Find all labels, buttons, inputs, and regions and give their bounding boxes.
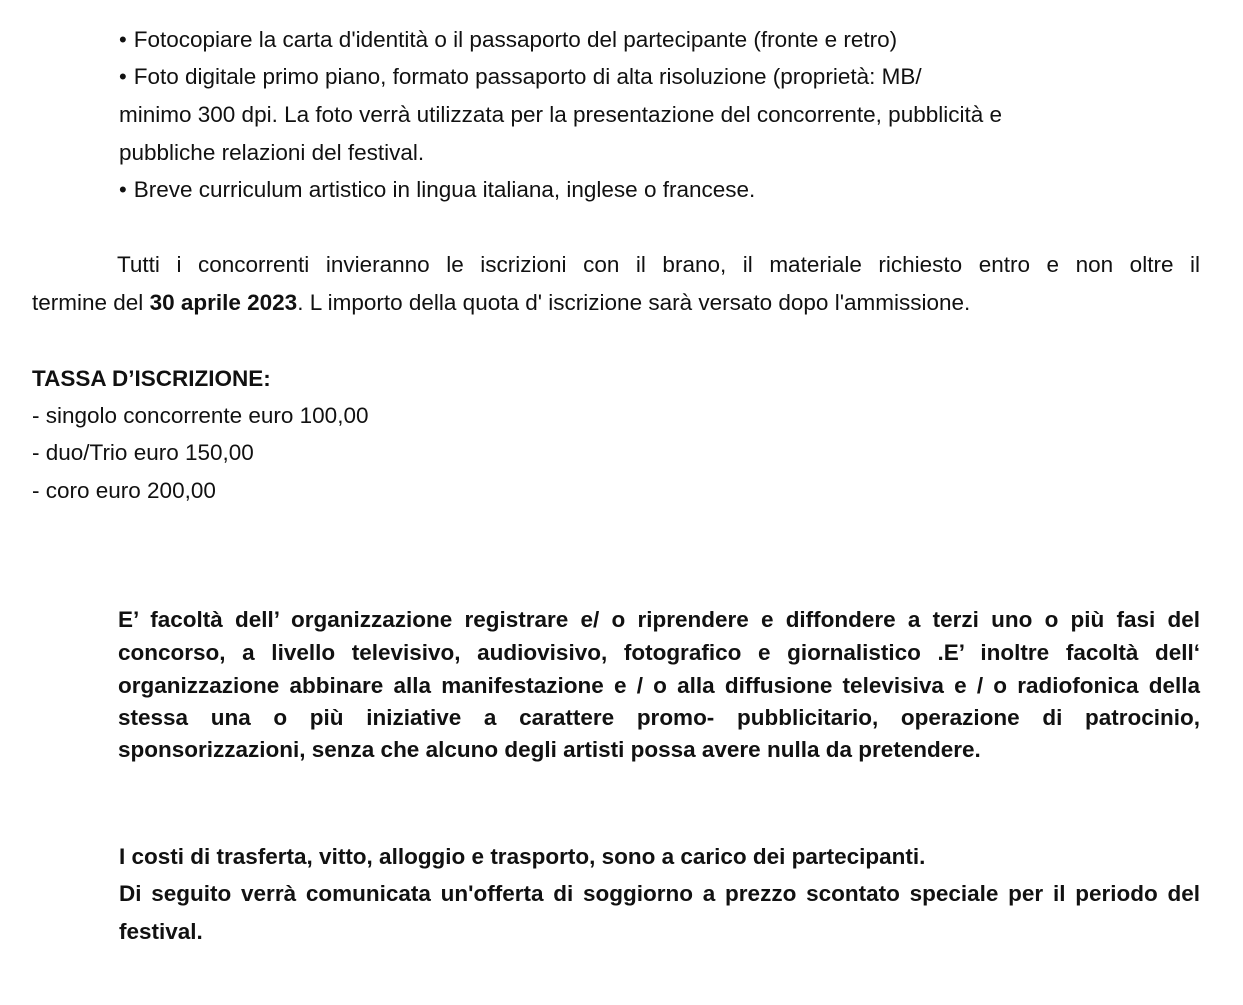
requirement-item-id-copy	[119, 25, 897, 55]
costs-paragraph-line: I costi di trasferta, vitto, alloggio e trasporto, sono a carico dei partecipanti.	[119, 844, 926, 869]
costs-paragraph-line: Di seguito verrà comunicata un'offerta di soggiorno a prezzo scontato speciale per il periodo del	[119, 881, 1200, 906]
rights-paragraph-line: concorso, a livello televisivo, audiovisivo, fotografico e giornalistico .E’ inoltre facoltà dell‘	[118, 640, 1200, 665]
rights-paragraph-line: sponsorizzazioni, senza che alcuno degli artisti possa avere nulla da pretendere.	[118, 737, 981, 762]
fees-title: TASSA D’ISCRIZIONE:	[32, 366, 271, 391]
bullet-icon: •	[119, 64, 127, 89]
deadline-paragraph-line: Tutti i concorrenti invieranno le iscrizioni con il brano, il materiale richiesto entro e non oltre il	[117, 252, 1200, 277]
deadline-date: 30 aprile 2023	[149, 290, 298, 315]
requirement-photo-continuation: minimo 300 dpi. La foto verrà utilizzata per la presentazione del concorrente, pubblicità e	[119, 102, 1003, 127]
fee-item: - duo/Trio euro 150,00	[32, 440, 254, 465]
rights-paragraph-line: stessa una o più iniziative a carattere promo- pubblicitario, operazione di patrocinio,	[118, 705, 1200, 730]
rights-paragraph-line: E’ facoltà dell’ organizzazione registrare e/ o riprendere e diffondere a terzi uno o più fasi del	[118, 607, 1200, 632]
deadline-prefix: termine del	[32, 290, 150, 315]
bullet-icon: •	[119, 27, 127, 52]
requirement-photo-continuation: pubbliche relazioni del festival.	[119, 140, 425, 165]
requirement-item-curriculum	[119, 175, 755, 205]
requirement-text: Breve curriculum artistico in lingua italiana, inglese o francese.	[133, 177, 756, 202]
fee-item: - singolo concorrente euro 100,00	[32, 403, 369, 428]
requirement-text: Fotocopiare la carta d'identità o il passaporto del partecipante (fronte e retro)	[133, 27, 898, 52]
deadline-suffix: . L importo della quota d' iscrizione sarà versato dopo l'ammissione.	[297, 290, 971, 315]
bullet-icon: •	[119, 177, 127, 202]
costs-paragraph-line: festival.	[119, 919, 203, 944]
fee-item: - coro euro 200,00	[32, 478, 216, 503]
deadline-paragraph-line	[32, 288, 970, 318]
rights-paragraph-line: organizzazione abbinare alla manifestazione e / o alla diffusione televisiva e / o radiofonica della	[118, 673, 1200, 698]
requirement-text: Foto digitale primo piano, formato passaporto di alta risoluzione (proprietà: MB/	[133, 64, 922, 89]
requirement-item-photo	[119, 62, 922, 92]
